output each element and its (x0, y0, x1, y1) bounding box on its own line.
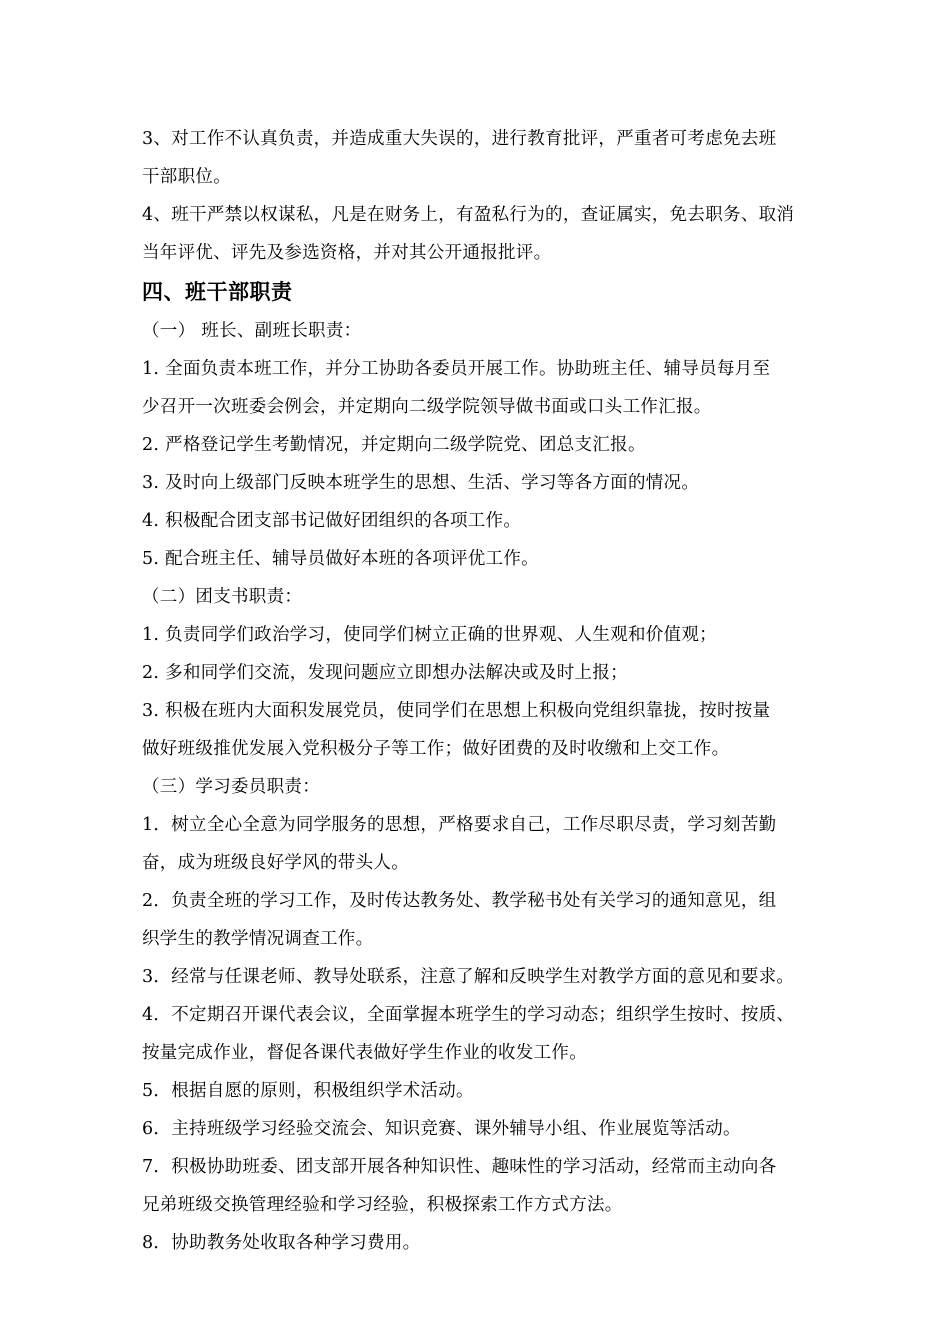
subsection-heading: （一） 班长、副班长职责： (142, 321, 362, 341)
paragraph-line: 2. 多和同学们交流，发现问题应立即想办法解决或及时上报； (142, 663, 628, 683)
paragraph-line: 织学生的教学情况调查工作。 (142, 929, 374, 949)
paragraph-line: 少召开一次班委会例会，并定期向二级学院领导做书面或口头工作汇报。 (142, 397, 712, 417)
paragraph-line: 5．根据自愿的原则，积极组织学术活动。 (142, 1081, 474, 1101)
paragraph-line: 1．树立全心全意为同学服务的思想，严格要求自己，工作尽职尽责，学习刻苦勤 (142, 815, 777, 835)
paragraph-line: 当年评优、评先及参选资格，并对其公开通报批评。 (142, 243, 552, 263)
subsection-heading: （三）学习委员职责： (142, 777, 320, 797)
paragraph-line: 3. 及时向上级部门反映本班学生的思想、生活、学习等各方面的情况。 (142, 473, 700, 493)
paragraph-line: 3、对工作不认真负责，并造成重大失误的，进行教育批评，严重者可考虑免去班 (142, 129, 777, 149)
paragraph-line: 4. 积极配合团支部书记做好团组织的各项工作。 (142, 511, 522, 531)
paragraph-line: 5. 配合班主任、辅导员做好本班的各项评优工作。 (142, 549, 539, 569)
paragraph-line: 3．经常与任课老师、教导处联系，注意了解和反映学生对教学方面的意见和要求。 (142, 967, 795, 987)
paragraph-line: 2．负责全班的学习工作，及时传达教务处、教学秘书处有关学习的通知意见，组 (142, 891, 777, 911)
paragraph-line: 奋，成为班级良好学风的带头人。 (142, 853, 409, 873)
paragraph-line: 1. 负责同学们政治学习，使同学们树立正确的世界观、人生观和价值观； (142, 625, 717, 645)
paragraph-line: 8．协助教务处收取各种学习费用。 (142, 1233, 421, 1253)
paragraph-line: 干部职位。 (142, 167, 231, 187)
paragraph-line: 7．积极协助班委、团支部开展各种知识性、趣味性的学习活动，经常而主动向各 (142, 1157, 777, 1177)
paragraph-line: 兄弟班级交换管理经验和学习经验，积极探索工作方式方法。 (142, 1195, 623, 1215)
paragraph-line: 4．不定期召开课代表会议，全面掌握本班学生的学习动态；组织学生按时、按质、 (142, 1005, 795, 1025)
section-title: 四、班干部职责 (142, 280, 293, 304)
paragraph-line: 6．主持班级学习经验交流会、知识竞赛、课外辅导小组、作业展览等活动。 (142, 1119, 741, 1139)
paragraph-line: 做好班级推优发展入党积极分子等工作；做好团费的及时收缴和上交工作。 (142, 739, 730, 759)
paragraph-line: 2. 严格登记学生考勤情况，并定期向二级学院党、团总支汇报。 (142, 435, 646, 455)
document-body (142, 120, 822, 1262)
paragraph-line: 4、班干严禁以权谋私，凡是在财务上，有盈私行为的，查证属实，免去职务、取消 (142, 205, 795, 225)
paragraph-line: 3. 积极在班内大面积发展党员，使同学们在思想上积极向党组织靠拢，按时按量 (142, 701, 771, 721)
subsection-heading: （二）团支书职责： (142, 587, 303, 607)
paragraph-line: 按量完成作业，督促各课代表做好学生作业的收发工作。 (142, 1043, 587, 1063)
paragraph-line: 1. 全面负责本班工作，并分工协助各委员开展工作。协助班主任、辅导员每月至 (142, 359, 771, 379)
